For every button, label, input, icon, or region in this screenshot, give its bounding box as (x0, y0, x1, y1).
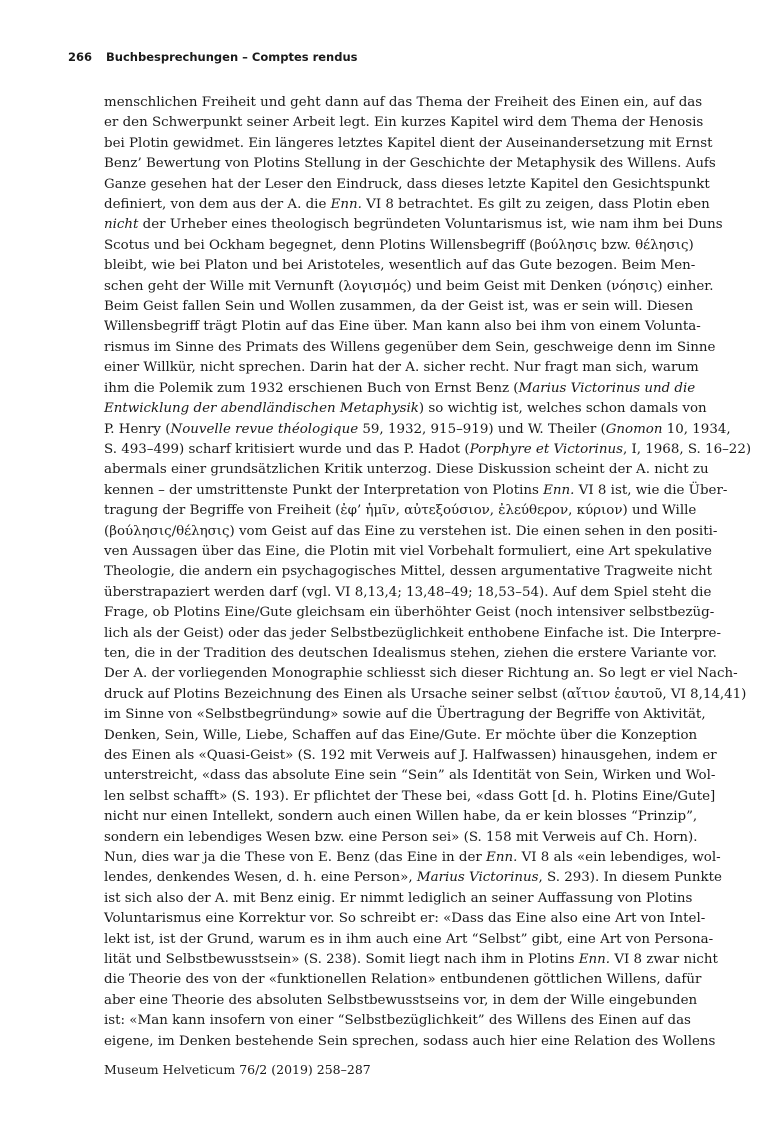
text-segment: ist: «Man kann insofern von einer “Selbstbezüglichkeit” des Willens des Einen auf das (104, 1013, 691, 1029)
text-segment: überstrapaziert werden darf (vgl. VI 8,13,4; 13,48–49; 18,53–54). Auf dem Spiel steht die (104, 584, 712, 600)
italic-text-segment: Gnomon (605, 421, 663, 437)
text-segment: bleibt, wie bei Platon und bei Aristoteles, wesentlich auf das Gute bezogen. Beim Men- (104, 258, 696, 274)
italic-text-segment: Nouvelle revue théologique (170, 421, 359, 437)
text-segment: des Einen als «Quasi-Geist» (S. 192 mit Verweis auf J. Halfwassen) hinausgehen, indem er (104, 748, 717, 763)
text-segment: sondern ein lebendiges Wesen bzw. eine Person sei» (S. 158 mit Verweis auf Ch. Horn). (104, 829, 698, 845)
text-line (104, 358, 699, 378)
text-segment: 10, 1934, (662, 421, 731, 437)
text-line (104, 175, 710, 195)
text-segment: (βούλησις/θέλησις) vom Geist auf das Eine zu verstehen ist. Die einen sehen in den positi- (104, 523, 718, 539)
italic-text-segment: Enn. (543, 482, 575, 498)
text-segment: lich als der Geist) oder das jeder Selbstbezüglichkeit enthobene Einfache ist. Die Interpre- (104, 625, 721, 641)
text-line (104, 460, 709, 480)
text-segment: bei Plotin gewidmet. Ein längeres letztes Kapitel dient der Auseinandersetzung mit Ernst (104, 135, 713, 151)
text-segment: VI 8 betrachtet. Es gilt zu zeigen, dass Plotin eben (361, 197, 710, 213)
text-line (104, 848, 721, 868)
text-line (104, 379, 696, 399)
text-segment: Voluntarismus eine Korrektur vor. So schreibt er: «Dass das Eine also eine Art von Intel- (104, 911, 706, 927)
text-segment: einer Willkür, nicht sprechen. Darin hat der A. sicher recht. Nur fragt man sich, warum (104, 360, 699, 376)
text-line (104, 481, 728, 501)
text-segment: VI 8 als «ein lebendiges, wol- (517, 850, 721, 866)
text-segment: im Sinne von «Selbstbegründung» sowie auf die Übertragung der Begriffe von Aktivität, (104, 707, 706, 723)
text-line (104, 787, 716, 807)
text-segment: 59, 1932, 915–919) und W. Theiler ( (358, 421, 606, 437)
text-segment: Der A. der vorliegenden Monographie schliesst sich dieser Richtung an. So legt er viel Nach- (104, 666, 738, 682)
text-segment: Benz’ Bewertung von Plotins Stellung in der Geschichte der Metaphysik des Willens. Aufs (104, 156, 716, 172)
text-segment: der Urheber eines theologisch begründeten Voluntarismus ist, wie nam ihm bei Duns (138, 217, 723, 233)
page-number: 266 (68, 50, 93, 64)
text-segment: , S. 293). In diesem Punkte (538, 870, 722, 886)
italic-text-segment: Enn. (330, 197, 362, 213)
text-line (104, 154, 716, 174)
text-line (104, 338, 716, 358)
text-segment: abermals einer grundsätzlichen Kritik unterzog. Diese Diskussion scheint der A. nicht zu (104, 462, 709, 478)
text-line (104, 664, 738, 684)
text-segment: aber eine Theorie des absoluten Selbstbewusstseins vor, in dem der Wille eingebunden (104, 992, 698, 1008)
text-line (104, 583, 712, 603)
text-line (104, 950, 718, 970)
text-line (104, 991, 698, 1011)
italic-text-segment: Porphyre et Victorinus (469, 441, 623, 457)
italic-text-segment: Enn. (578, 952, 611, 968)
text-line (104, 562, 712, 582)
italic-text-segment: Marius Victorinus (416, 870, 539, 886)
text-segment: tragung der Begriffe von Freiheit (ἐφ’ ἡμῖν, αὐτεξούσιον, ἐλεύθερον, κύριον) und Wille (104, 503, 697, 519)
italic-text-segment: Entwicklung der abendländischen Metaphysik (104, 401, 419, 417)
text-line (104, 542, 712, 562)
text-line (104, 93, 703, 113)
text-line (104, 930, 714, 950)
text-segment: Denken, Sein, Wille, Liebe, Schaffen auf das Eine/Gute. Er möchte über die Konzeption (104, 727, 698, 743)
text-line (104, 705, 706, 725)
text-segment: lität und Selbstbewusstsein» (S. 238). Somit liegt nach ihm in Plotins (104, 952, 579, 968)
text-line (104, 277, 714, 297)
text-segment: Frage, ob Plotins Eine/Gute gleichsam ein überhöhter Geist (noch intensiver selbstbezüg- (104, 605, 715, 621)
text-line (104, 195, 710, 215)
text-line (104, 624, 721, 644)
text-line (104, 685, 747, 705)
text-line (104, 420, 731, 440)
journal-citation: Museum Helveticum 76/2 (2019) 258–287 (104, 1062, 371, 1077)
text-line (104, 746, 717, 766)
review-body-text (104, 93, 752, 1052)
text-segment: eigene, im Denken bestehende Sein sprechen, sodass auch hier eine Relation des Wollens (104, 1033, 716, 1049)
text-segment: VI 8 zwar nicht (610, 952, 718, 968)
text-segment: ten, die in der Tradition des deutschen Idealismus stehen, ziehen die erstere Variante vor. (104, 645, 717, 661)
text-line (104, 256, 696, 276)
text-line (104, 807, 698, 827)
text-line (104, 766, 716, 786)
text-segment: Theologie, die andern ein psychagogisches Mittel, dessen argumentative Tragweite nicht (104, 564, 712, 580)
text-segment: lekt ist, ist der Grund, warum es in ihm auch eine Art “Selbst” gibt, eine Art von Persona- (104, 931, 714, 947)
text-line (104, 603, 715, 623)
text-line (104, 1032, 716, 1052)
text-segment: kennen – der umstrittenste Punkt der Interpretation von Plotins (104, 482, 544, 498)
text-line (104, 317, 701, 337)
italic-text-segment: Enn. (486, 850, 518, 866)
text-segment: druck auf Plotins Bezeichnung des Einen als Ursache seiner selbst (αἴτιον ἑαυτοῦ, VI 8,14,41) (104, 686, 747, 702)
text-segment: lendes, denkendes Wesen, d. h. eine Person», (104, 870, 417, 886)
text-line (104, 236, 694, 256)
text-line (104, 297, 694, 317)
text-segment: schen geht der Wille mit Vernunft (λογισμός) und beim Geist mit Denken (νόησις) einher. (104, 278, 714, 294)
text-segment: ven Aussagen über das Eine, die Plotin mit viel Vorbehalt formuliert, eine Art spekulative (104, 543, 712, 559)
running-title: Buchbesprechungen – Comptes rendus (106, 50, 358, 64)
text-line (104, 399, 707, 419)
text-line (104, 134, 713, 154)
text-segment: unterstreicht, «dass das absolute Eine sein “Sein” als Identität von Sein, Wirken und Wol- (104, 768, 716, 784)
text-segment: Nun, dies war ja die These von E. Benz (das Eine in der (104, 850, 487, 866)
text-segment: ) so wichtig ist, welches schon damals von (418, 401, 707, 417)
text-segment: die Theorie des von der «funktionellen Relation» entbundenen göttlichen Willens, dafür (104, 972, 702, 988)
text-segment: , I, 1968, S. 16–22) (622, 441, 752, 457)
text-segment: nicht nur einen Intellekt, sondern auch einen Willen habe, da er kein blosses “Prinzip”, (104, 809, 698, 825)
text-line (104, 828, 698, 848)
text-segment: menschlichen Freiheit und geht dann auf das Thema der Freiheit des Einen ein, auf das (104, 95, 703, 110)
italic-text-segment: Marius Victorinus und die (518, 380, 696, 396)
text-line (104, 440, 752, 460)
text-segment: Beim Geist fallen Sein und Wollen zusammen, da der Geist ist, was er sein will. Diesen (104, 299, 694, 315)
text-line (104, 726, 698, 746)
text-line (104, 644, 717, 664)
text-segment: Scotus und bei Ockham begegnet, denn Plotins Willensbegriff (βούλησις bzw. θέλησις) (104, 237, 694, 253)
text-segment: VI 8 ist, wie die Über- (574, 482, 728, 498)
text-segment: P. Henry ( (104, 421, 171, 437)
text-line (104, 1011, 690, 1031)
text-line (104, 868, 722, 888)
text-line (104, 113, 704, 133)
text-segment: Ganze gesehen hat der Leser den Eindruck, dass dieses letzte Kapitel den Gesichtspunkt (104, 176, 710, 192)
text-line (104, 522, 718, 542)
text-segment: ihm die Polemik zum 1932 erschienen Buch von Ernst Benz ( (104, 380, 519, 396)
text-segment: S. 493–499) scharf kritisiert wurde und das P. Hadot ( (104, 441, 470, 457)
text-line (104, 970, 702, 990)
text-line (104, 215, 723, 235)
text-line (104, 909, 706, 929)
text-segment: len selbst schafft» (S. 193). Er pflichtet der These bei, «dass Gott [d. h. Plotins Eine/Gute] (104, 788, 716, 804)
text-segment: ist sich also der A. mit Benz einig. Er nimmt lediglich an seiner Auffassung von Plotins (104, 890, 693, 906)
text-line (104, 889, 693, 909)
text-segment: er den Schwerpunkt seiner Arbeit legt. Ein kurzes Kapitel wird dem Thema der Henosis (104, 115, 704, 131)
text-segment: definiert, von dem aus der A. die (104, 197, 331, 213)
running-header (68, 50, 358, 64)
text-segment: rismus im Sinne des Primats des Willens gegenüber dem Sein, geschweige denn im Sinne (104, 339, 716, 355)
text-line (104, 501, 697, 521)
text-segment: Willensbegriff trägt Plotin auf das Eine über. Man kann also bei ihm von einem Volunta- (104, 319, 701, 335)
italic-text-segment: nicht (104, 217, 139, 233)
